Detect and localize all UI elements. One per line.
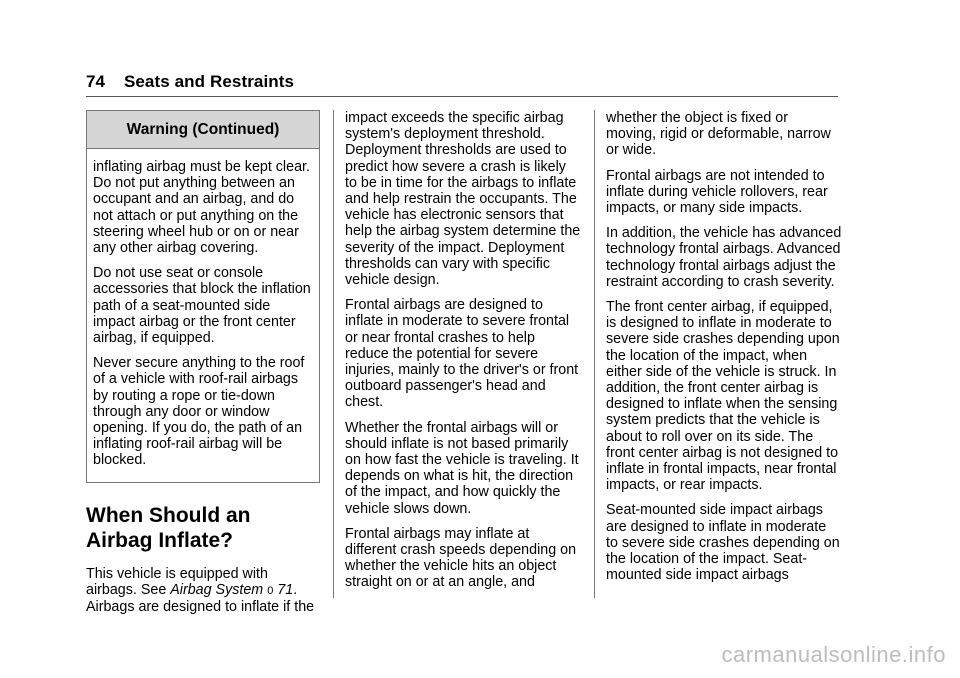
warning-paragraph: Do not use seat or console accessories that block the inflation path of a seat-mounted side impact airbag or the front center airbag, if equipped. xyxy=(93,265,311,347)
page-header xyxy=(86,72,838,97)
body-paragraph: Frontal airbags are not intended to inflate during vehicle rollovers, rear impacts, or many side impacts. xyxy=(606,167,828,217)
column-2 xyxy=(345,110,581,600)
warning-body xyxy=(87,149,319,482)
column-3 xyxy=(606,110,842,592)
warning-box xyxy=(86,110,320,483)
intro-text-continued: . Airbags are designed to inflate if the xyxy=(86,581,315,616)
body-paragraph: impact exceeds the specific airbag system's deployment threshold. Deployment thresholds are used to predict how severe a crash is likely to be in time for the airbags to inflate and help restrain the occupants. The vehicle has electronic sensors that help the airbag system determine the severity of the impact. Deployment thresholds can vary with specific vehicle design. xyxy=(345,110,581,289)
section-intro xyxy=(86,566,322,616)
body-paragraph: Frontal airbags are designed to inflate in moderate to severe frontal or near frontal crashes to help reduce the potential for severe injuries, mainly to the driver's or front outboard passenger's head and chest. xyxy=(345,297,579,411)
page-number: 74 xyxy=(86,72,106,91)
page-ref-icon: 0 xyxy=(267,584,274,597)
column-divider-2 xyxy=(594,110,595,598)
body-paragraph: whether the object is fixed or moving, rigid or deformable, narrow or wide. xyxy=(606,110,831,159)
warning-paragraph: Never secure anything to the roof of a vehicle with roof-rail airbags by routing a rope or tie-down through any door or window opening. If you do, the path of an inflating roof-rail airbag will be blocked. xyxy=(93,355,305,469)
column-divider-1 xyxy=(333,110,334,598)
watermark: carmanualsonline.info xyxy=(721,642,946,667)
column-1 xyxy=(86,110,322,624)
body-paragraph: The front center airbag, if equipped, is designed to inflate in moderate to severe side crashes depending upon the location of the impact, when either side of the vehicle is struck. In addition, the front center airbag is designed to inflate when the sensing system predicts that the vehicle is about to roll over on its side. The front center airbag is not designed to inflate in frontal impacts, near frontal impacts, or rear impacts. xyxy=(606,299,840,494)
section-title: When Should an Airbag Inflate? xyxy=(86,503,251,552)
body-paragraph: Whether the frontal airbags will or should inflate is not based primarily on how fast the vehicle is traveling. It depends on what is hit, the direction of the impact, and how quickly the vehicle slows down. xyxy=(345,419,579,517)
body-paragraph: Seat-mounted side impact airbags are designed to inflate in moderate to severe side crashes depending on the location of the impact. Seat-mounted side impact airbags xyxy=(606,502,840,584)
warning-title: Warning (Continued) xyxy=(87,111,319,149)
body-paragraph: In addition, the vehicle has advanced technology frontal airbags. Advanced technology frontal airbags adjust the restraint according to crash severity. xyxy=(606,225,842,290)
section-heading: Seats and Restraints xyxy=(123,72,295,91)
airbag-system-link[interactable]: Airbag System xyxy=(170,581,264,598)
body-paragraph: Frontal airbags may inflate at different crash speeds depending on whether the vehicle hits an object straight on or at an angle, and xyxy=(345,525,577,591)
intro-text: This vehicle is equipped with airbags. See xyxy=(86,565,268,598)
warning-paragraph: inflating airbag must be kept clear. Do not put anything between an occupant and an airbag, and do not attach or put anything on the steering wheel hub or on or near any other airbag covering. xyxy=(93,159,310,257)
page-ref-number[interactable]: 71 xyxy=(277,581,294,598)
